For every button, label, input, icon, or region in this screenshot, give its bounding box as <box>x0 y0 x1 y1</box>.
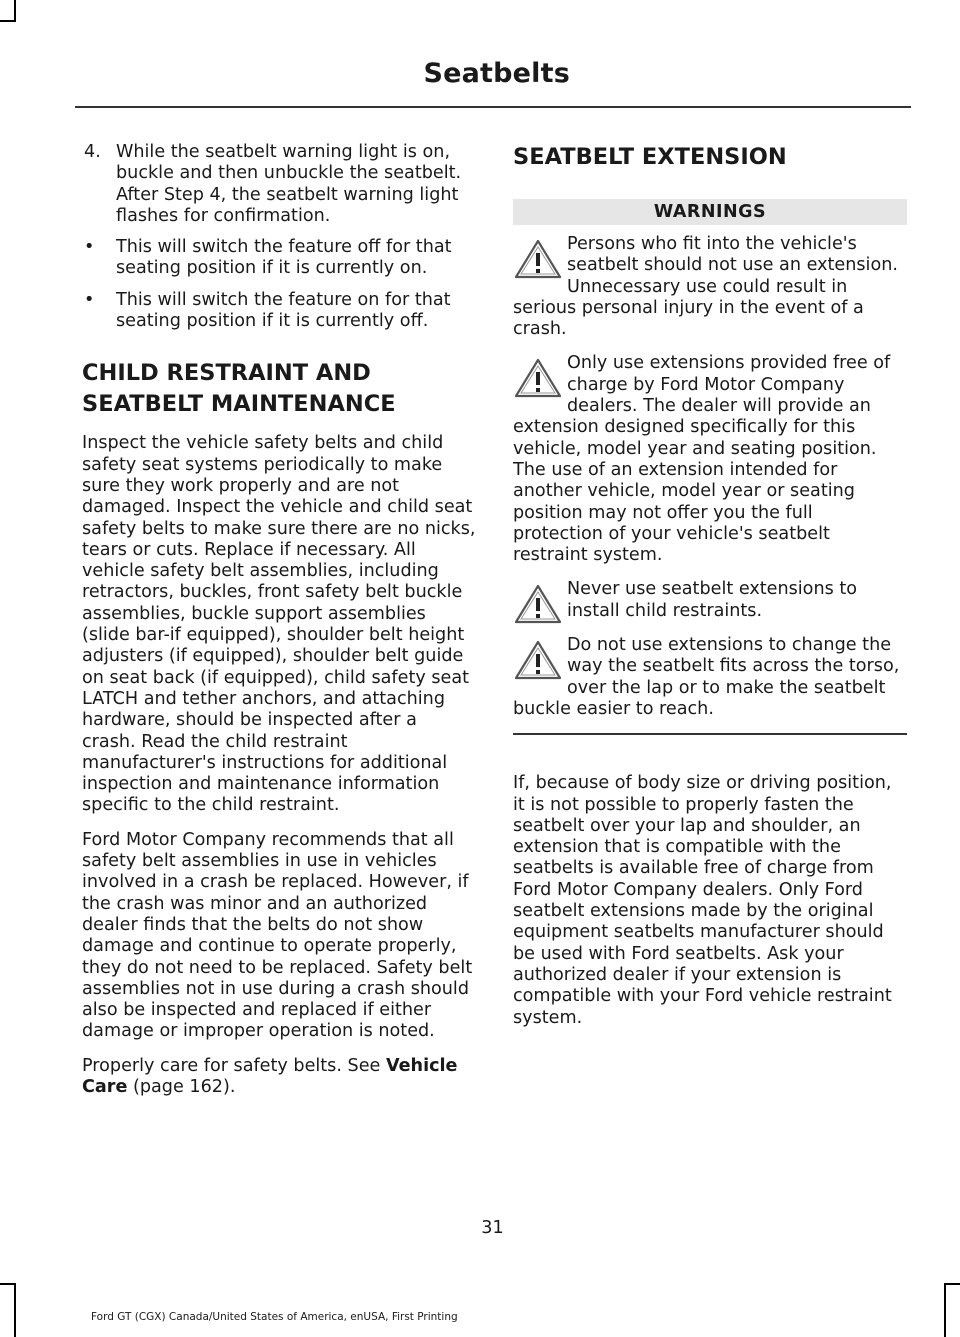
crop-mark <box>944 1283 946 1337</box>
heading-line-2: SEATBELT MAINTENANCE <box>82 391 396 418</box>
warning-text: Never use seatbelt extensions to install child restraints. <box>567 579 858 621</box>
page-header-title: Seatbelts <box>423 58 570 89</box>
bullet-glyph: • <box>84 237 95 258</box>
warning-triangle-icon <box>513 357 563 399</box>
list-item <box>82 237 476 280</box>
crop-mark <box>0 1283 16 1285</box>
paragraph: Inspect the vehicle safety belts and child safety seat systems periodically to make sure they work properly and are not damaged. Inspect the vehicle and child seat safety belts to make sure there are no nicks, tears or cuts. Replace if necessary. All vehicle safety belt assemblies, including retractors, buckles, front safety belt buckle assemblies, buckle support assemblies (slide bar-if equipped), shoulder belt height adjusters (if equipped), shoulder belt guide on seat back (if equipped), child safety seat LATCH and tether anchors, and attaching hardware, should be inspected after a crash. Read the child restraint manufacturer's instructions for additional inspection and maintenance information specific to the child restraint. <box>82 433 476 816</box>
crop-mark <box>944 1283 960 1285</box>
warning-text: Do not use extensions to change the way the seatbelt fits across the torso, over the lap or to make the seatbelt buckle easier to reach. <box>513 635 900 719</box>
section-heading-child-restraint <box>82 358 476 420</box>
page-number: 31 <box>481 1218 504 1238</box>
left-column <box>82 142 476 1111</box>
crop-mark <box>0 20 16 22</box>
warning-item <box>513 353 907 566</box>
text: Properly care for safety belts. See <box>82 1055 386 1076</box>
step-4 <box>82 142 476 227</box>
paragraph-vehicle-care <box>82 1056 476 1099</box>
warning-item <box>513 234 907 340</box>
heading-line-1: CHILD RESTRAINT AND <box>82 360 371 387</box>
warning-text: Only use extensions provided free of charge by Ford Motor Company dealers. The dealer will provide an extension designed specifically for this vehicle, model year and seating position. The use of an extension intended for another vehicle, model year or seating position may not offer you the full protection of your vehicle's seatbelt restraint system. <box>513 353 891 566</box>
step-text: While the seatbelt warning light is on, buckle and then unbuckle the seatbelt. After Step 4, the seatbelt warning light flashes for confirmation. <box>116 142 462 226</box>
paragraph: If, because of body size or driving position, it is not possible to properly fasten the seatbelt over your lap and shoulder, an extension that is compatible with the seatbelts is available free of charge from Ford Motor Company dealers. Only Ford seatbelt extensions made by the original equipment seatbelts manufacturer should be used with Ford seatbelts. Ask your authorized dealer if your extension is compatible with your Ford vehicle restraint system. <box>513 773 892 1028</box>
list-item-text: This will switch the feature on for that seating position if it is currently off. <box>116 289 451 332</box>
warning-item <box>513 635 907 720</box>
warning-triangle-icon <box>513 238 563 280</box>
bullet-glyph: • <box>84 289 95 310</box>
step-number: 4. <box>84 142 101 162</box>
warning-triangle-icon <box>513 583 563 625</box>
header-rule <box>75 106 911 108</box>
section-heading-seatbelt-extension: SEATBELT EXTENSION <box>513 144 787 170</box>
text: (page 162). <box>127 1076 236 1097</box>
footer-text: Ford GT (CGX) Canada/United States of America, enUSA, First Printing <box>91 1311 458 1323</box>
paragraph: Ford Motor Company recommends that all safety belt assemblies in use in vehicles involved in a crash be replaced. However, if the crash was minor and an authorized dealer finds that the belts do not show damage and continue to operate properly, they do not need to be replaced. Safety belt assemblies not in use during a crash should also be inspected and replaced if either damage or improper operation is noted. <box>82 829 473 1042</box>
right-column <box>513 142 907 1042</box>
crop-mark <box>14 1283 16 1337</box>
warnings-header: WARNINGS <box>513 199 907 225</box>
warnings-rule <box>513 733 907 735</box>
warning-text: Persons who fit into the vehicle's seatbelt should not use an extension. Unnecessary use could result in serious personal injury in the event of a crash. <box>513 234 898 340</box>
list-item-text: This will switch the feature off for that seating position if it is currently on. <box>116 237 452 279</box>
warning-triangle-icon <box>513 639 563 681</box>
warning-item <box>513 579 907 622</box>
list-item <box>82 290 476 333</box>
crop-mark <box>14 0 16 22</box>
cross-reference-link[interactable]: Vehicle Care <box>82 1055 458 1097</box>
